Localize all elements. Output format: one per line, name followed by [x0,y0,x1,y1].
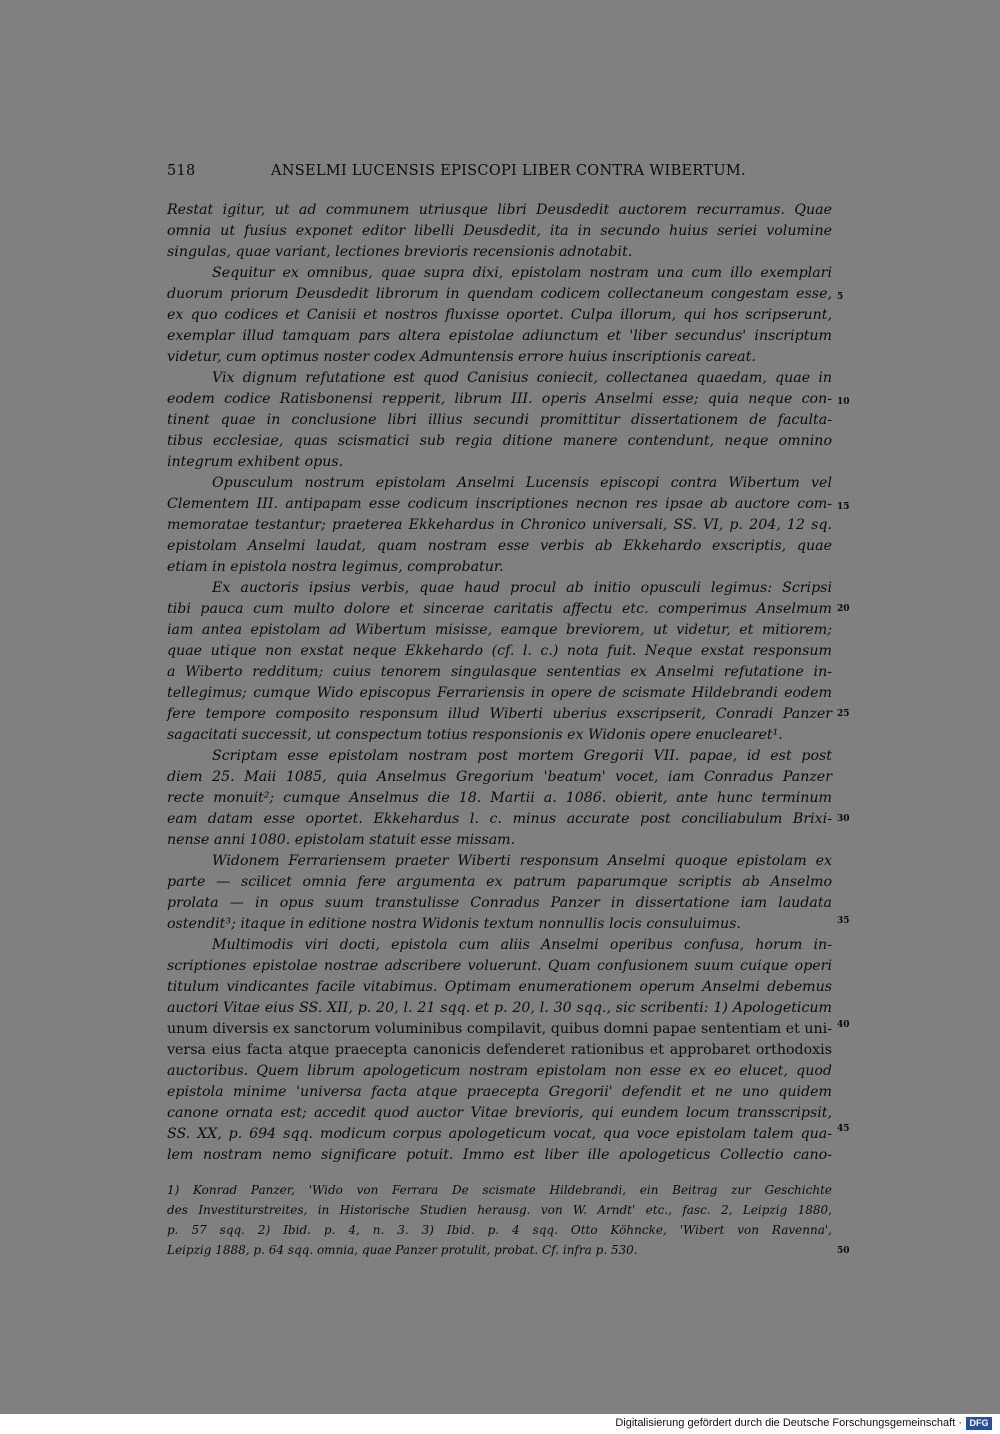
margin-line-number: 15 [837,502,850,512]
text-line: nense anni 1080. epistolam statuit esse missam. [167,832,516,848]
text-line: duorum priorum Deusdedit librorum in quendam codicem collectaneum congestam esse, [167,286,832,302]
footnote-line: 1) Konrad Panzer, 'Wido von Ferrara De scismate Hildebrandi, ein Beitrag zur Geschichte [167,1183,832,1197]
text-line: tibus ecclesiae, quas scismatici sub regia ditione manere contendunt, neque omnino [167,433,832,449]
footnote-line: p. 57 sqq. 2) Ibid. p. 4, n. 3. 3) Ibid. p. 4 sqq. Otto Köhncke, 'Wibert von Ravenna', [167,1223,832,1237]
text-line: tellegimus; cumque Wido episcopus Ferrariensis in opere de scismate Hildebrandi eodem [167,685,832,701]
margin-line-number: 40 [837,1020,850,1030]
text-line: Multimodis viri docti, epistola cum aliis Anselmi operibus confusa, horum in- [212,937,832,953]
text-line: recte monuit²; cumque Anselmus die 18. Martii a. 1086. obierit, ante hunc terminum [167,790,832,806]
text-line: Ex auctoris ipsius verbis, quae haud procul ab initio opusculi legimus: Scripsi [212,580,832,596]
margin-line-number: 50 [837,1246,850,1256]
text-line: quae utique non exstat neque Ekkehardo (cf. l. c.) nota fuit. Neque exstat responsum [167,643,832,659]
margin-line-number: 45 [837,1124,850,1134]
text-line: canone ornata est; accedit quod auctor Vitae brevioris, qui eundem locum transscripsit, [167,1105,832,1121]
page-number: 518 [167,163,196,179]
text-line: videtur, cum optimus noster codex Admuntensis errore huius inscriptionis careat. [167,349,756,365]
margin-line-number: 5 [837,292,844,302]
running-title: ANSELMI LUCENSIS EPISCOPI LIBER CONTRA WIBERTUM. [271,163,746,179]
text-line: versa eius facta atque praecepta canonicis defenderet rationibus et approbaret orthodoxis [167,1042,832,1058]
text-line: diem 25. Maii 1085, quia Anselmus Gregorium 'beatum' vocet, iam Conradus Panzer [167,769,832,785]
text-line: ex quo codices et Canisii et nostros fluxisse oportet. Culpa illorum, qui hos scripserunt, [167,307,832,323]
text-line: singulas, quae variant, lectiones brevioris recensionis adnotabit. [167,244,633,260]
text-line: integrum exhibent opus. [167,454,344,470]
text-line: exemplar illud tamquam pars altera epistolae adiunctum et 'liber secundus' inscriptum [167,328,832,344]
text-line: Widonem Ferrariensem praeter Wiberti responsum Anselmi quoque epistolam ex [212,853,832,869]
text-line: a Wiberto redditum; cuius tenorem singulasque sententias ex Anselmi refutatione in- [167,664,832,680]
text-line: memoratae testantur; praeterea Ekkehardus in Chronico universali, SS. VI, p. 204, 12 sq. [167,517,832,533]
text-line: prolata — in opus suum transtulisse Conradus Panzer in dissertatione iam laudata [167,895,832,911]
margin-line-number: 30 [837,814,850,824]
text-line: lem nostram nemo significare potuit. Immo est liber ille apologeticus Collectio cano- [167,1147,832,1163]
text-line: SS. XX, p. 694 sqq. modicum corpus apologeticum vocat, qua voce epistolam talem qua- [167,1126,832,1142]
text-line: Clementem III. antipapam esse codicum inscriptiones necnon res ipsae ab auctore com- [167,496,832,512]
text-line: eodem codice Ratisbonensi repperit, librum III. operis Anselmi esse; quia neque con- [167,391,832,407]
margin-line-number: 25 [837,709,850,719]
dfg-logo[interactable]: DFG [966,1417,992,1430]
text-line: unum diversis ex sanctorum voluminibus compilavit, quibus domni papae sententiam et uni- [167,1021,832,1037]
text-line: epistola minime 'universa facta atque praecepta Gregorii' defendit et ne uno quidem [167,1084,832,1100]
text-line: titulum vindicantes facile vitabimus. Optimam enumerationem operum Anselmi debemus [167,979,832,995]
text-line: Vix dignum refutatione est quod Canisius coniecit, collectanea quaedam, quae in [212,370,832,386]
margin-line-number: 35 [837,916,850,926]
footnote-line: des Investiturstreites, in Historische Studien herausg. von W. Arndt' etc., fasc. 2, Leipzig 1880, [167,1203,832,1217]
text-line: scriptiones epistolae nostrae adscribere voluerunt. Quam confusionem suum cuique operi [167,958,832,974]
text-line: iam antea epistolam ad Wibertum misisse, eamque breviorem, ut videtur, et mitiorem; [167,622,832,638]
text-line: ostendit³; itaque in editione nostra Widonis textum nonnullis locis consuluimus. [167,916,741,932]
margin-line-number: 20 [837,604,850,614]
text-line: fere tempore composito responsum illud Wiberti uberius exscripserit, Conradi Panzer [167,706,832,722]
margin-line-number: 10 [837,397,850,407]
text-line: tibi pauca cum multo dolore et sincerae caritatis affectu etc. comperimus Anselmum [167,601,832,617]
text-line: Opusculum nostrum epistolam Anselmi Lucensis episcopi contra Wibertum vel [212,475,832,491]
text-line: eam datam esse oportet. Ekkehardus l. c. minus accurate post conciliabulum Brixi- [167,811,832,827]
text-line: omnia ut fusius exponet editor libelli Deusdedit, ita in secundo huius seriei volumine [167,223,832,239]
text-line: Scriptam esse epistolam nostram post mortem Gregorii VII. papae, id est post [212,748,832,764]
text-line: auctoribus. Quem librum apologeticum nostram epistolam non esse ex eo elucet, quod [167,1063,832,1079]
text-line: Sequitur ex omnibus, quae supra dixi, epistolam nostram una cum illo exemplari [212,265,832,281]
funding-notice: Digitalisierung gefördert durch die Deutsche Forschungsgemeinschaft · [615,1417,962,1429]
text-line: etiam in epistola nostra legimus, comprobatur. [167,559,504,575]
text-line: epistolam Anselmi laudat, quam nostram esse verbis ab Ekkehardo exscriptis, quae [167,538,832,554]
text-line: parte — scilicet omnia fere argumenta ex patrum paparumque scriptis ab Anselmo [167,874,832,890]
footer-bar [0,1414,1000,1434]
text-line: sagacitati successit, ut conspectum totius responsionis ex Widonis opere enuclearet¹. [167,727,783,743]
running-header [167,163,832,185]
footnote-line: Leipzig 1888, p. 64 sqq. omnia, quae Panzer protulit, probat. Cf. infra p. 530. [167,1243,638,1257]
text-line: Restat igitur, ut ad communem utriusque libri Deusdedit auctorem recurramus. Quae [167,202,832,218]
text-line: tinent quae in conclusione libri illius secundi promittitur dissertationem de faculta- [167,412,832,428]
text-line: auctori Vitae eius SS. XII, p. 20, l. 21 sqq. et p. 20, l. 30 sqq., sic scribenti: 1) Apologeticum [167,1000,832,1016]
